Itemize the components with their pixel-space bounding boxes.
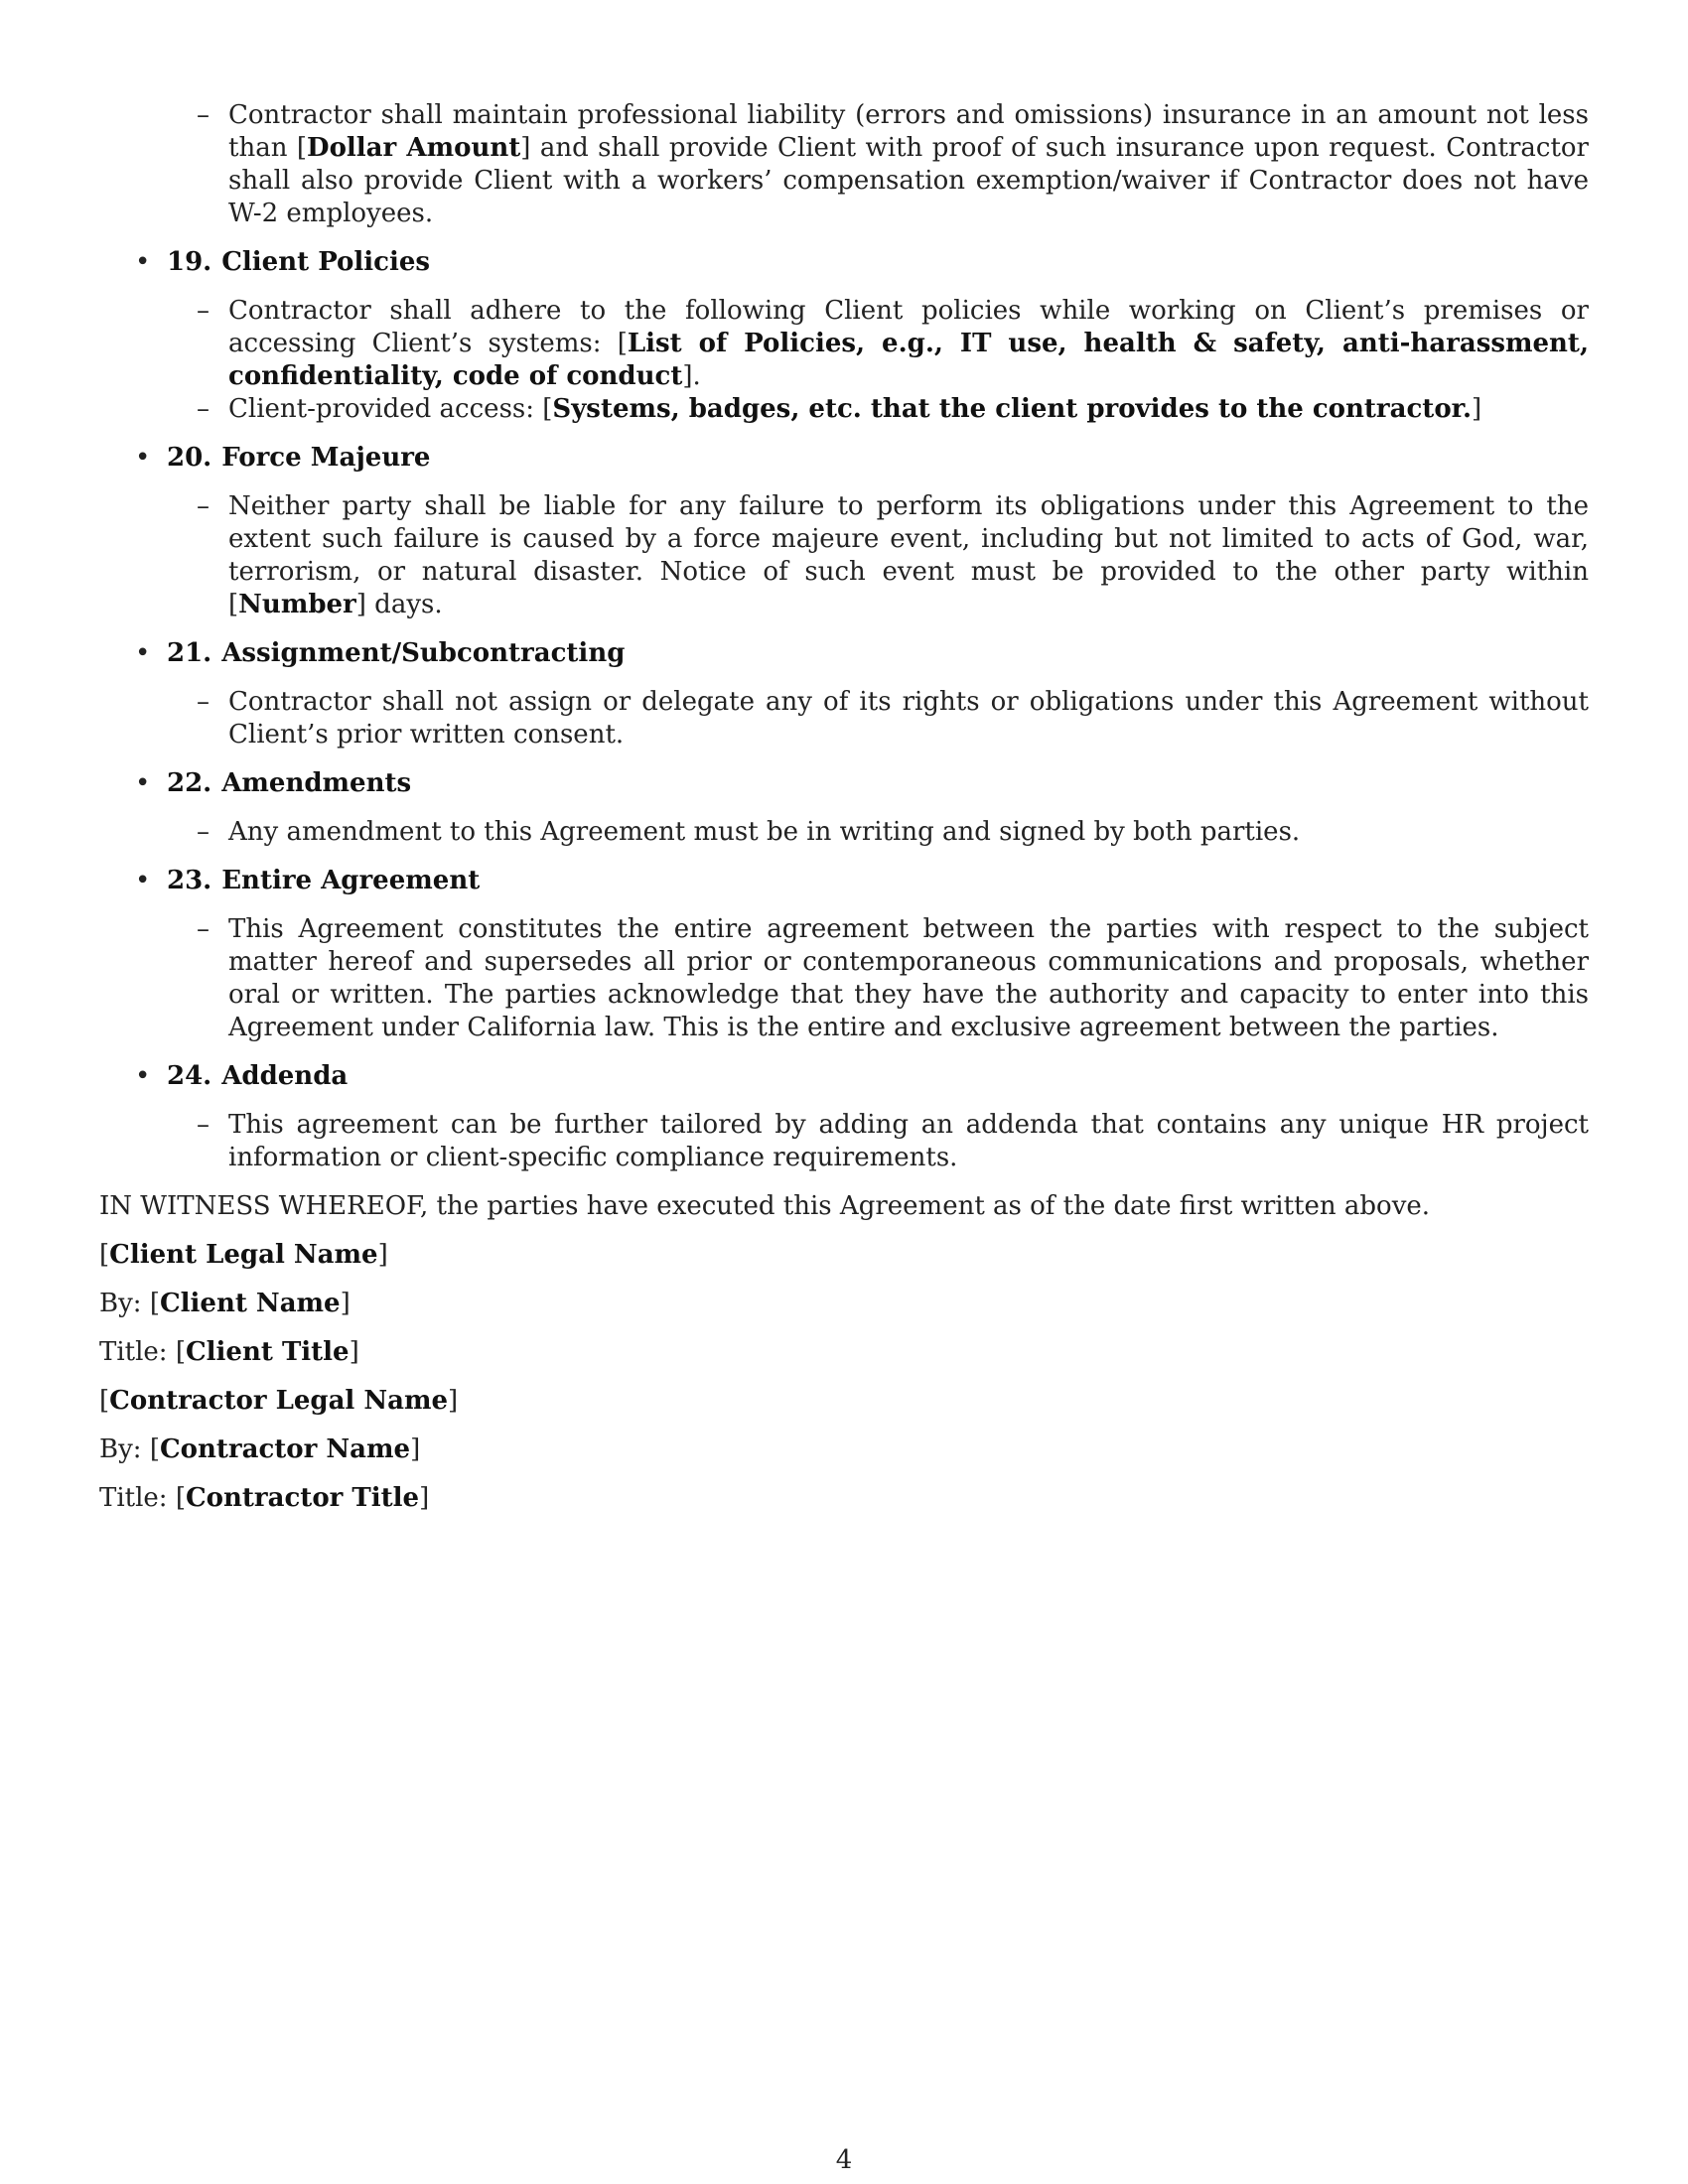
clause-number: 21. [167, 638, 212, 668]
subclause-text [228, 295, 1589, 393]
dash-marker: – [197, 296, 210, 326]
bracket-close: ] [410, 1434, 421, 1464]
subclause-text [228, 1109, 1589, 1174]
clause-18-continuation [99, 99, 1589, 230]
clause-title-text: Addenda [221, 1061, 349, 1091]
text-run: ] days. [355, 590, 443, 619]
dash-marker: – [197, 491, 210, 521]
witness-statement: IN WITNESS WHEREOF, the parties have executed this Agreement as of the date first written above. [99, 1191, 1431, 1221]
signature-placeholder: Client Title [185, 1337, 350, 1367]
clause-title-text: Entire Agreement [221, 866, 481, 895]
signature-label: [ [99, 1240, 110, 1270]
clause-title-text: Assignment/Subcontracting [221, 638, 626, 668]
signature-label: By: [ [99, 1289, 160, 1318]
clause-title [167, 247, 430, 277]
subclause-text [228, 686, 1589, 751]
signature-placeholder: Client Legal Name [109, 1240, 378, 1270]
clause-heading [99, 865, 1589, 897]
clauses-list [99, 246, 1589, 1174]
clause-heading [99, 767, 1589, 800]
signature-line [99, 1482, 1589, 1515]
bullet-marker: • [135, 768, 151, 798]
signature-label: Title: [ [99, 1337, 186, 1367]
clause-number: 23. [167, 866, 212, 895]
clause-title-text: Force Majeure [221, 443, 431, 473]
signature-line [99, 1385, 1589, 1418]
placeholder-field: Dollar Amount [307, 133, 521, 163]
clause-heading [99, 1060, 1589, 1093]
placeholder-field: List of Policies, e.g., IT use, health & safety, anti-harassment, confidentiality, code of conduct [228, 329, 1589, 391]
text-run: Contractor shall maintain professional liability (errors and omissions) insurance in an amount not less than [ [228, 100, 1589, 163]
signature-placeholder: Contractor Legal Name [109, 1386, 449, 1416]
clause-title-text: Amendments [221, 768, 412, 798]
subclause-text [228, 393, 1589, 426]
clause-number: 22. [167, 768, 212, 798]
text-run: ] [1472, 394, 1482, 424]
clause-18-subitem [99, 99, 1589, 230]
subclause-text [228, 490, 1589, 621]
signature-placeholder: Client Name [159, 1289, 341, 1318]
clause-subitem [99, 393, 1589, 426]
bullet-marker: • [135, 638, 151, 668]
subclause-text [228, 99, 1589, 230]
placeholder-field: Systems, badges, etc. that the client provides to the contractor. [552, 394, 1473, 424]
text-run: Contractor shall adhere to the following Client policies while working on Client’s premises or accessing Client’s systems: [ [228, 296, 1589, 358]
clause-title [167, 443, 430, 473]
text-run: This Agreement constitutes the entire agreement between the parties with respect to the subject matter hereof and supersedes all prior or contemporaneous communications and proposals, whether oral or written. The parties acknowledge that they have the authority and capacity to enter into this Agreement under California law. This is the entire and exclusive agreement between the parties. [228, 914, 1589, 1042]
placeholder-field: Number [238, 590, 356, 619]
text-run: ]. [682, 361, 701, 391]
clause-subitem [99, 913, 1589, 1044]
bracket-close: ] [340, 1289, 351, 1318]
signature-line [99, 1336, 1589, 1369]
clause-subitem [99, 1109, 1589, 1174]
bullet-marker: • [135, 247, 151, 277]
bracket-close: ] [377, 1240, 388, 1270]
clause-title [167, 768, 411, 798]
text-run: Neither party shall be liable for any failure to perform its obligations under this Agreement to the extent such failure is caused by a force majeure event, including but not limited to acts of God, war, terrorism, or natural disaster. Notice of such event must be provided to the other party within [ [228, 491, 1589, 619]
bullet-marker: • [135, 1061, 151, 1091]
signature-line [99, 1239, 1589, 1272]
text-run: Client-provided access: [ [228, 394, 553, 424]
signature-placeholder: Contractor Name [159, 1434, 411, 1464]
dash-marker: – [197, 100, 210, 130]
bullet-marker: • [135, 443, 151, 473]
clause-title-text: Client Policies [221, 247, 431, 277]
text-run: Any amendment to this Agreement must be in writing and signed by both parties. [228, 817, 1301, 847]
clause-number: 24. [167, 1061, 212, 1091]
bracket-close: ] [419, 1483, 430, 1513]
document-page [99, 99, 1589, 1515]
signature-line [99, 1288, 1589, 1320]
signature-label: By: [ [99, 1434, 160, 1464]
signature-block [99, 1239, 1589, 1515]
clause-title [167, 866, 480, 895]
bullet-marker: • [135, 866, 151, 895]
bracket-close: ] [448, 1386, 459, 1416]
signature-label: Title: [ [99, 1483, 186, 1513]
clause-heading [99, 637, 1589, 670]
bracket-close: ] [349, 1337, 359, 1367]
clause-heading [99, 442, 1589, 475]
clause-title [167, 1061, 348, 1091]
text-run: This agreement can be further tailored by adding an addenda that contains any unique HR project information or client-specific compliance requirements. [228, 1110, 1589, 1172]
clause-subitem [99, 816, 1589, 849]
dash-marker: – [197, 394, 210, 424]
dash-marker: – [197, 1110, 210, 1140]
clause-subitem [99, 490, 1589, 621]
dash-marker: – [197, 817, 210, 847]
signature-placeholder: Contractor Title [185, 1483, 420, 1513]
clause-number: 20. [167, 443, 212, 473]
signature-label: [ [99, 1386, 110, 1416]
page-number: 4 [835, 2145, 853, 2175]
text-run: Contractor shall not assign or delegate any of its rights or obligations under this Agreement without Client’s prior written consent. [228, 687, 1589, 750]
clause-number: 19. [167, 247, 212, 277]
dash-marker: – [197, 914, 210, 944]
signature-line [99, 1433, 1589, 1466]
clause-subitem [99, 686, 1589, 751]
clause-title [167, 638, 625, 668]
clause-heading [99, 246, 1589, 279]
subclause-text [228, 913, 1589, 1044]
subclause-text [228, 816, 1589, 849]
clause-subitem [99, 295, 1589, 393]
text-run: ] and shall provide Client with proof of such insurance upon request. Contractor shall also provide Client with a workers’ compensation exemption/waiver if Contractor does not have W-2 employees. [228, 133, 1589, 228]
dash-marker: – [197, 687, 210, 717]
